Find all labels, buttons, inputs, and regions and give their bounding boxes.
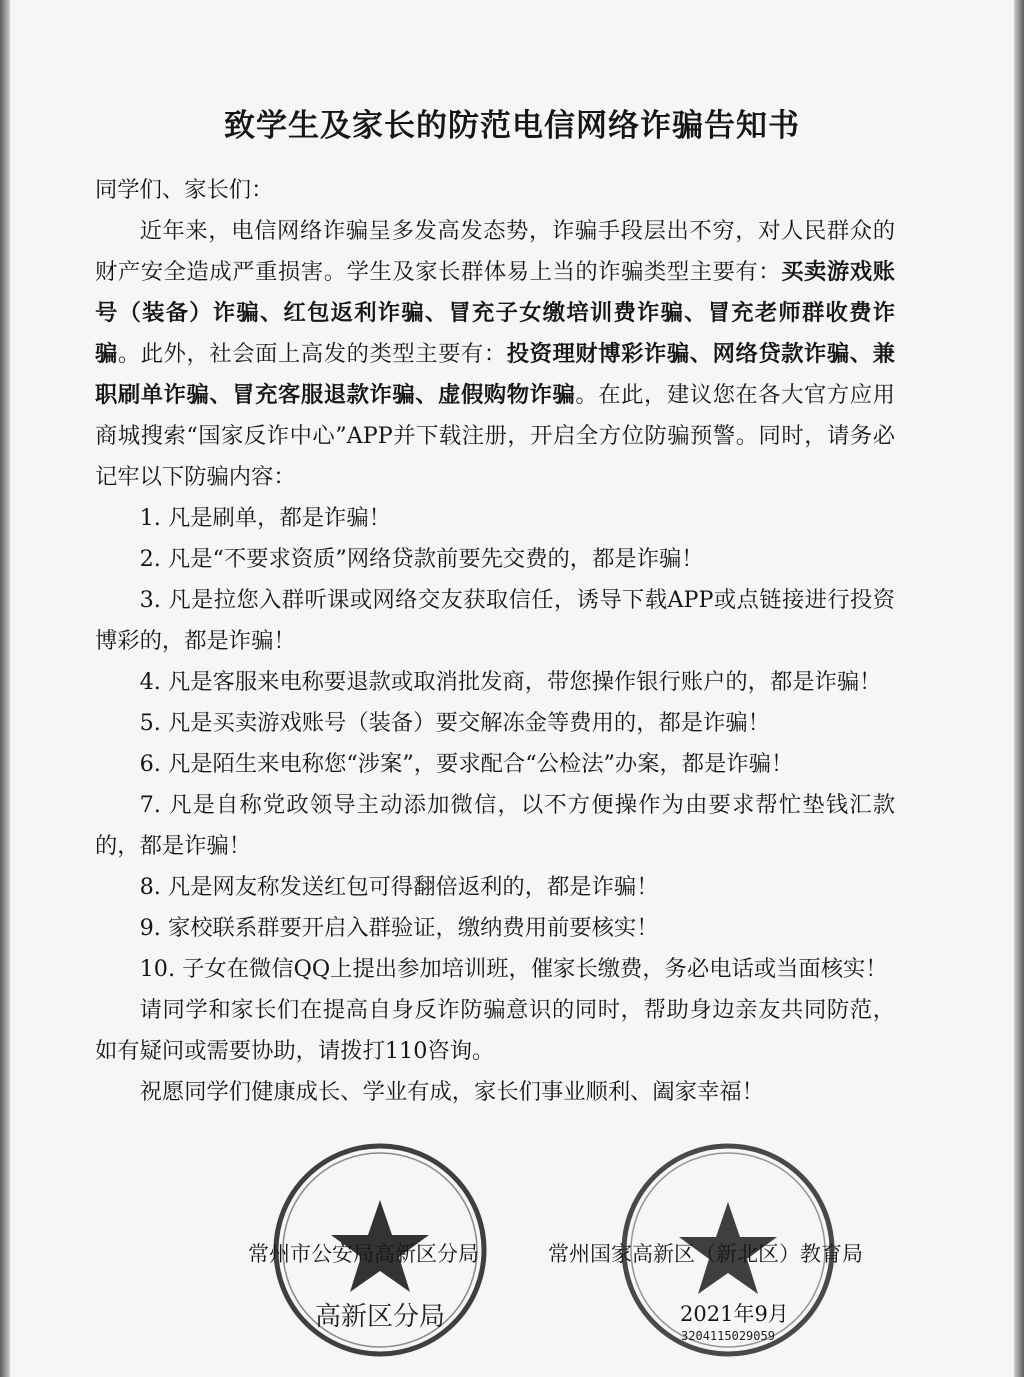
seal-number: 3204115029059 [681, 1329, 775, 1343]
intro-bold-2: 投资理财博彩诈骗、网络贷款诈骗、兼职刷单诈骗、冒充客服退款诈骗、虚假购物诈骗 [95, 341, 895, 408]
list-item: 6. 凡是陌生来电称您“涉案”，要求配合“公检法”办案，都是诈骗！ [139, 751, 794, 777]
closing-paragraph: 请同学和家长们在提高自身反诈防骗意识的同时，帮助身边亲友共同防范，如有疑问或需要协助，请拨打110咨询。 [95, 997, 895, 1064]
list-item: 3. 凡是拉您入群听课或网络交友获取信任，诱导下载APP或点链接进行投资博彩的，都是诈骗！ [95, 587, 895, 654]
list-item: 2. 凡是“不要求资质”网络贷款前要先交费的，都是诈骗！ [139, 546, 704, 572]
list-item: 10. 子女在微信QQ上提出参加培训班，催家长缴费，务必电话或当面核实！ [139, 956, 888, 982]
intro-text-3: 。在此，建议您在各大官方应用商城搜索“国家反诈中心”APP并下载注册，开启全方位防骗预警。同时，请务必记牢以下防骗内容： [95, 382, 895, 490]
intro-text-2: 。此外，社会面上高发的类型主要有： [117, 341, 507, 367]
document-body [95, 170, 895, 1113]
seal-bottom-text: 高新区分局 [314, 1302, 446, 1332]
list-item: 8. 凡是网友称发送红包可得翻倍返利的，都是诈骗！ [139, 874, 659, 900]
list-item: 9. 家校联系群要开启入群验证，缴纳费用前要核实！ [139, 915, 659, 941]
salutation: 同学们、家长们： [95, 177, 274, 203]
list-item: 1. 凡是刷单，都是诈骗！ [139, 505, 391, 531]
list-item: 4. 凡是客服来电称要退款或取消批发商，带您操作银行账户的，都是诈骗！ [139, 669, 882, 695]
signature-education: 常州国家高新区（新北区）教育局 [548, 1242, 863, 1266]
scan-edge-left [0, 0, 10, 1377]
document-date: 2021年9月 [680, 1302, 789, 1326]
scan-edge-right [1014, 0, 1024, 1377]
closing-wishes: 祝愿同学们健康成长、学业有成，家长们事业顺利、阖家幸福！ [139, 1079, 764, 1105]
intro-bold-1: 买卖游戏账号（装备）诈骗、红包返利诈骗、冒充子女缴培训费诈骗、冒充老师群收费诈骗 [95, 259, 895, 367]
signature-police: 常州市公安局高新区分局 [248, 1242, 479, 1266]
intro-paragraph [95, 211, 895, 498]
list-item: 5. 凡是买卖游戏账号（装备）要交解冻金等费用的，都是诈骗！ [139, 710, 770, 736]
intro-text-1: 近年来，电信网络诈骗呈多发高发态势，诈骗手段层出不穷，对人民群众的财产安全造成严重损害。学生及家长群体易上当的诈骗类型主要有： [95, 218, 895, 285]
document-title: 致学生及家长的防范电信网络诈骗告知书 [224, 108, 800, 144]
list-item: 7. 凡是自称党政领导主动添加微信，以不方便操作为由要求帮忙垫钱汇款的，都是诈骗！ [95, 792, 895, 859]
